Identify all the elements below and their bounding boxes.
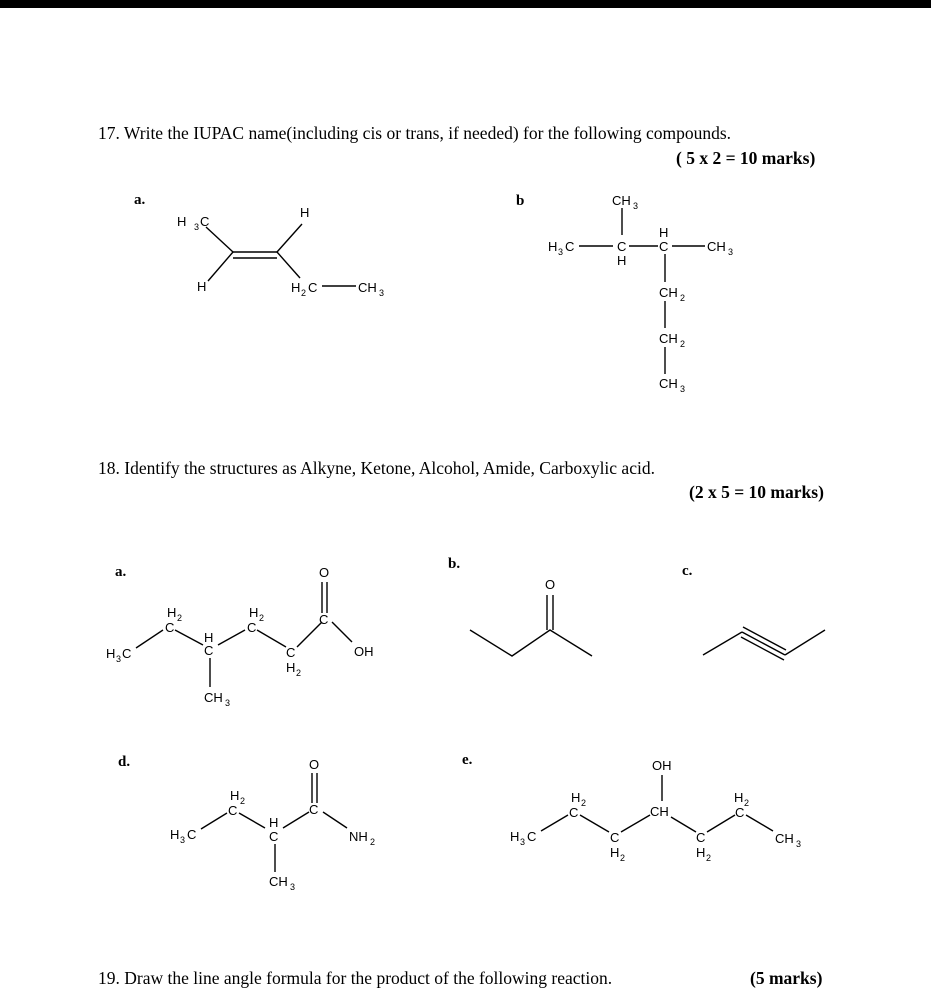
svg-text:2: 2 — [177, 613, 183, 623]
question-18-marks: (2 x 5 = 10 marks) — [689, 482, 824, 502]
question-19-marks: (5 marks) — [750, 968, 823, 988]
svg-text:CH: CH — [659, 331, 678, 346]
structure-17b — [545, 190, 755, 400]
svg-text:OH: OH — [652, 758, 672, 773]
svg-text:H: H — [204, 630, 214, 645]
svg-text:OH: OH — [354, 644, 374, 659]
svg-text:H: H — [617, 253, 627, 268]
svg-text:C: C — [610, 830, 620, 845]
svg-text:3: 3 — [290, 882, 296, 892]
top-border — [0, 0, 931, 8]
svg-text:3: 3 — [180, 835, 186, 845]
svg-text:3: 3 — [520, 837, 526, 847]
svg-text:2: 2 — [301, 288, 307, 298]
svg-text:H: H — [197, 279, 207, 294]
svg-text:O: O — [309, 757, 320, 772]
structure-18b — [465, 575, 605, 665]
svg-text:2: 2 — [744, 798, 750, 808]
q18-label-d: d. — [118, 754, 131, 770]
svg-text:H: H — [269, 815, 279, 830]
svg-text:2: 2 — [581, 798, 587, 808]
svg-text:H: H — [696, 845, 706, 860]
svg-text:C: C — [659, 239, 669, 254]
svg-text:C: C — [187, 827, 197, 842]
svg-text:C: C — [122, 646, 132, 661]
svg-text:2: 2 — [706, 853, 712, 863]
svg-text:H: H — [249, 605, 259, 620]
q18-label-e: e. — [462, 752, 473, 768]
svg-text:3: 3 — [633, 201, 639, 211]
svg-text:O: O — [545, 577, 556, 592]
svg-text:3: 3 — [680, 384, 686, 394]
svg-text:H: H — [734, 790, 744, 805]
svg-text:C: C — [569, 805, 579, 820]
svg-text:H: H — [286, 660, 296, 675]
svg-text:H: H — [106, 646, 116, 661]
svg-text:C: C — [696, 830, 706, 845]
svg-text:CH: CH — [358, 280, 377, 295]
question-18-text: 18. Identify the structures as Alkyne, Ketone, Alcohol, Amide, Carboxylic acid. — [98, 458, 655, 478]
svg-text:C: C — [286, 645, 296, 660]
svg-text:CH: CH — [659, 376, 678, 391]
svg-text:C: C — [204, 643, 214, 658]
svg-text:CH: CH — [707, 239, 726, 254]
svg-text:C: C — [200, 214, 210, 229]
svg-text:H: H — [610, 845, 620, 860]
structure-18d — [165, 755, 405, 900]
q18-label-c: c. — [682, 563, 693, 579]
svg-text:3: 3 — [116, 654, 122, 664]
svg-text:3: 3 — [225, 698, 231, 708]
svg-text:H: H — [291, 280, 301, 295]
svg-text:3: 3 — [379, 288, 385, 298]
svg-text:C: C — [308, 280, 318, 295]
q17-label-b: b — [516, 193, 525, 209]
svg-text:3: 3 — [796, 839, 802, 849]
q18-label-a: a. — [115, 564, 127, 580]
svg-text:O: O — [319, 565, 330, 580]
svg-text:2: 2 — [296, 668, 302, 678]
svg-text:3: 3 — [558, 247, 564, 257]
svg-text:H: H — [230, 788, 240, 803]
structure-18e — [505, 755, 815, 875]
svg-text:2: 2 — [259, 613, 265, 623]
svg-text:CH: CH — [612, 193, 631, 208]
svg-text:C: C — [527, 829, 537, 844]
svg-text:CH: CH — [204, 690, 223, 705]
svg-text:CH: CH — [659, 285, 678, 300]
question-17-marks: ( 5 x 2 = 10 marks) — [676, 148, 816, 168]
svg-text:H: H — [167, 605, 177, 620]
q17-label-a: a. — [134, 192, 146, 208]
svg-text:C: C — [319, 612, 329, 627]
svg-text:H: H — [571, 790, 581, 805]
svg-text:C: C — [565, 239, 575, 254]
structure-17a — [170, 195, 410, 305]
svg-text:2: 2 — [240, 796, 246, 806]
question-19-text: 19. Draw the line angle formula for the product of the following reaction. — [98, 968, 613, 988]
structure-18a — [100, 560, 400, 720]
svg-text:CH: CH — [269, 874, 288, 889]
svg-text:C: C — [269, 829, 279, 844]
svg-text:2: 2 — [370, 837, 376, 847]
svg-text:3: 3 — [728, 247, 734, 257]
svg-text:H: H — [170, 827, 180, 842]
q18-label-b: b. — [448, 556, 461, 572]
svg-text:C: C — [617, 239, 627, 254]
svg-text:C: C — [735, 805, 745, 820]
svg-text:2: 2 — [680, 293, 686, 303]
svg-text:CH: CH — [775, 831, 794, 846]
svg-text:H: H — [177, 214, 187, 229]
question-17-text: 17. Write the IUPAC name(including cis or trans, if needed) for the following compounds. — [98, 123, 732, 143]
svg-text:NH: NH — [349, 829, 368, 844]
svg-text:H: H — [548, 239, 558, 254]
svg-text:C: C — [247, 620, 257, 635]
svg-text:3: 3 — [194, 222, 200, 232]
svg-text:C: C — [165, 620, 175, 635]
svg-text:C: C — [309, 802, 319, 817]
svg-text:2: 2 — [680, 339, 686, 349]
svg-text:2: 2 — [620, 853, 626, 863]
svg-text:H: H — [659, 225, 669, 240]
svg-text:H: H — [510, 829, 520, 844]
svg-text:CH: CH — [650, 804, 669, 819]
structure-18c — [700, 625, 830, 665]
svg-text:H: H — [300, 205, 310, 220]
svg-text:C: C — [228, 803, 238, 818]
